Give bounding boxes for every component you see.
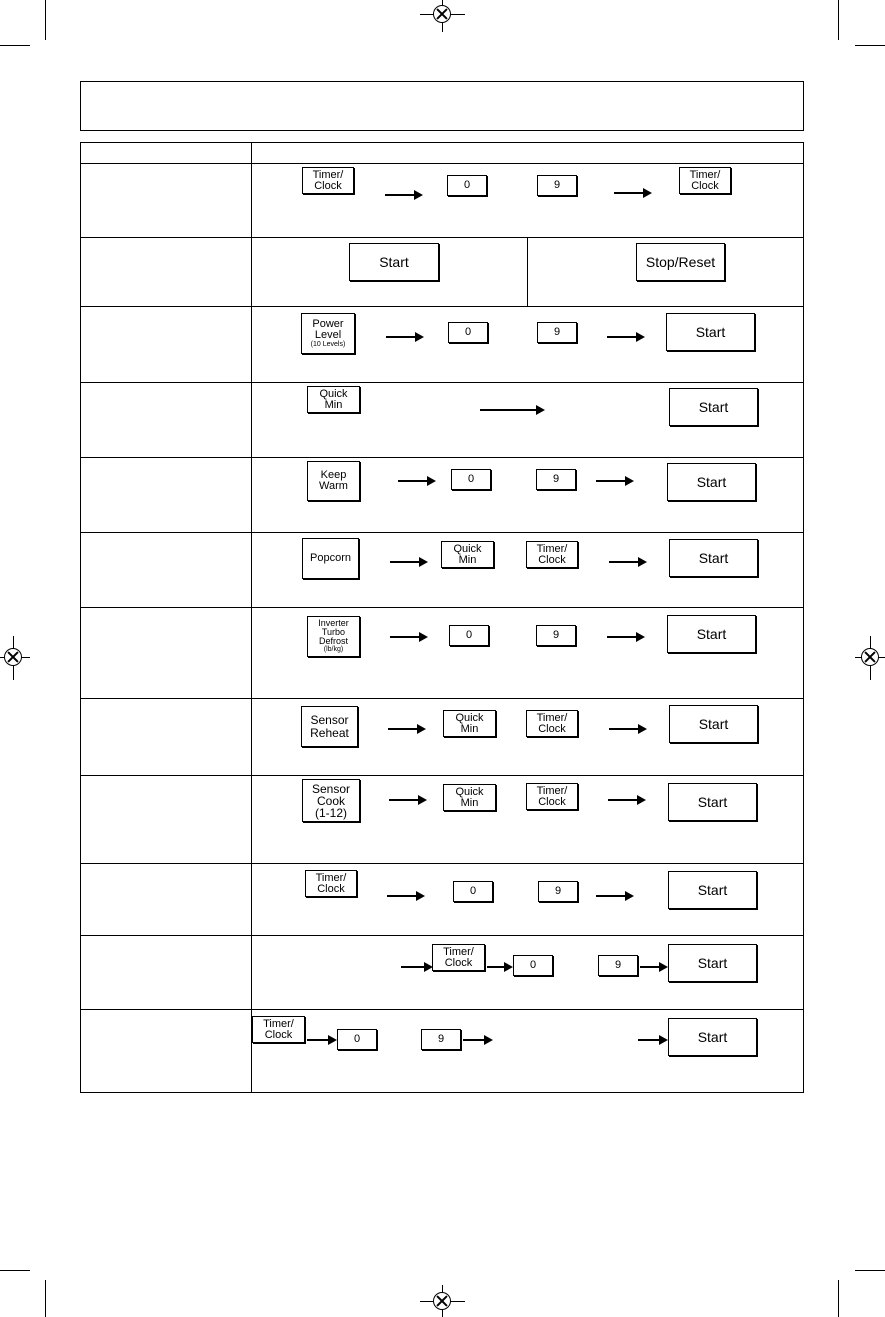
- crop-mark: [45, 1280, 46, 1317]
- number-key-0[interactable]: 0: [453, 881, 493, 902]
- arrow-icon: [390, 561, 426, 563]
- arrow-icon: [596, 480, 632, 482]
- key-label: Power Level: [312, 317, 344, 341]
- crop-mark: [855, 45, 885, 46]
- timer-clock-key[interactable]: Timer/ Clock: [526, 710, 578, 737]
- quick-min-key[interactable]: Quick Min: [307, 386, 360, 413]
- crop-mark: [0, 45, 30, 46]
- start-key[interactable]: Start: [668, 1018, 757, 1056]
- arrow-icon: [609, 728, 645, 730]
- arrow-icon: [401, 966, 431, 968]
- timer-clock-key[interactable]: Timer/ Clock: [252, 1016, 305, 1043]
- row-divider: [81, 163, 803, 164]
- start-key[interactable]: Start: [668, 944, 757, 982]
- arrow-icon: [640, 966, 666, 968]
- column-divider: [251, 143, 252, 1092]
- start-key[interactable]: Start: [666, 313, 755, 351]
- arrow-icon: [638, 1039, 666, 1041]
- registration-mark-icon: [433, 5, 451, 23]
- crop-mark: [855, 1270, 885, 1271]
- row-divider: [81, 237, 803, 238]
- sensor-reheat-key[interactable]: Sensor Reheat: [301, 706, 358, 747]
- start-key[interactable]: Start: [669, 388, 758, 426]
- arrow-icon: [614, 192, 650, 194]
- row-divider: [81, 1009, 803, 1010]
- arrow-icon: [609, 561, 645, 563]
- timer-clock-key[interactable]: Timer/ Clock: [526, 783, 578, 810]
- registration-mark-icon: [4, 648, 22, 666]
- start-key[interactable]: Start: [669, 705, 758, 743]
- start-key[interactable]: Start: [669, 539, 758, 577]
- crop-mark: [838, 0, 839, 40]
- arrow-icon: [607, 636, 643, 638]
- number-key-0[interactable]: 0: [451, 469, 491, 490]
- sensor-cook-key[interactable]: Sensor Cook (1-12): [302, 779, 360, 822]
- arrow-icon: [385, 194, 421, 196]
- row-divider: [81, 863, 803, 864]
- number-key-9[interactable]: 9: [537, 175, 577, 196]
- number-key-9[interactable]: 9: [536, 469, 576, 490]
- timer-clock-key[interactable]: Timer/ Clock: [432, 944, 485, 971]
- arrow-icon: [398, 480, 434, 482]
- start-key[interactable]: Start: [667, 463, 756, 501]
- start-key[interactable]: Start: [349, 243, 439, 281]
- arrow-icon: [463, 1039, 491, 1041]
- arrow-icon: [487, 966, 511, 968]
- timer-clock-key[interactable]: Timer/ Clock: [679, 167, 731, 194]
- number-key-9[interactable]: 9: [537, 322, 577, 343]
- quick-min-key[interactable]: Quick Min: [443, 784, 496, 811]
- arrow-icon: [390, 636, 426, 638]
- row-divider: [81, 306, 803, 307]
- keep-warm-key[interactable]: Keep Warm: [307, 461, 360, 501]
- inverter-turbo-defrost-key[interactable]: [307, 616, 360, 657]
- start-key[interactable]: Start: [668, 783, 757, 821]
- quick-min-key[interactable]: Quick Min: [441, 541, 494, 568]
- arrow-icon: [607, 336, 643, 338]
- number-key-0[interactable]: 0: [449, 625, 489, 646]
- arrow-icon: [389, 799, 425, 801]
- arrow-icon: [596, 895, 632, 897]
- quick-min-key[interactable]: Quick Min: [443, 710, 496, 737]
- number-key-9[interactable]: 9: [536, 625, 576, 646]
- row-divider: [81, 532, 803, 533]
- number-key-9[interactable]: 9: [421, 1029, 461, 1050]
- popcorn-key[interactable]: Popcorn: [302, 538, 359, 579]
- timer-clock-key[interactable]: Timer/ Clock: [526, 541, 578, 568]
- arrow-icon: [386, 336, 422, 338]
- row-divider: [81, 607, 803, 608]
- arrow-icon: [307, 1039, 335, 1041]
- arrow-icon: [480, 409, 543, 411]
- row-divider: [81, 457, 803, 458]
- number-key-0[interactable]: 0: [337, 1029, 377, 1050]
- registration-mark-icon: [433, 1292, 451, 1310]
- timer-clock-key[interactable]: Timer/ Clock: [302, 167, 354, 194]
- row-divider: [81, 775, 803, 776]
- arrow-icon: [608, 799, 644, 801]
- power-level-key[interactable]: [301, 313, 355, 354]
- number-key-9[interactable]: 9: [598, 955, 638, 976]
- row-divider: [81, 698, 803, 699]
- column-divider: [527, 237, 528, 306]
- crop-mark: [0, 1270, 30, 1271]
- crop-mark: [838, 1280, 839, 1317]
- row-divider: [81, 382, 803, 383]
- start-key[interactable]: Start: [667, 615, 756, 653]
- start-key[interactable]: Start: [668, 871, 757, 909]
- row-divider: [81, 935, 803, 936]
- key-sublabel: (lb/kg): [323, 646, 344, 653]
- registration-mark-icon: [861, 648, 879, 666]
- number-key-0[interactable]: 0: [447, 175, 487, 196]
- arrow-icon: [387, 895, 423, 897]
- header-box: [80, 81, 804, 131]
- number-key-9[interactable]: 9: [538, 881, 578, 902]
- key-label: Inverter Turbo Defrost: [318, 618, 349, 646]
- number-key-0[interactable]: 0: [513, 955, 553, 976]
- key-sublabel: (10 Levels): [310, 340, 346, 348]
- arrow-icon: [388, 728, 424, 730]
- number-key-0[interactable]: 0: [448, 322, 488, 343]
- timer-clock-key[interactable]: Timer/ Clock: [305, 870, 357, 897]
- stop-reset-key[interactable]: Stop/Reset: [636, 243, 725, 281]
- crop-mark: [45, 0, 46, 40]
